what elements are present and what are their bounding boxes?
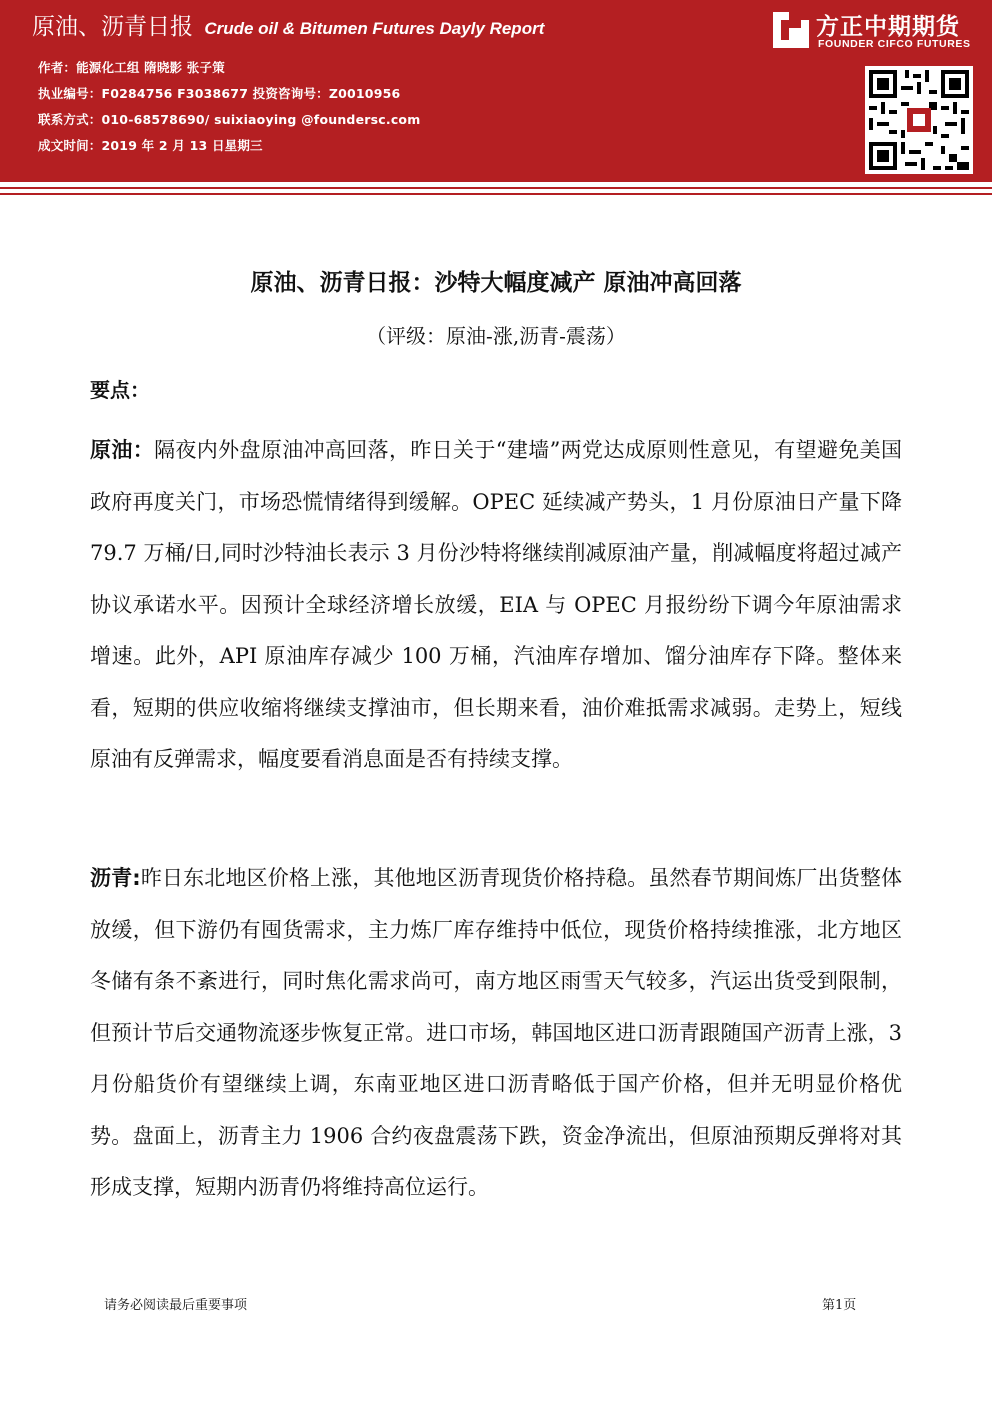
crude-oil-paragraph	[90, 425, 902, 786]
crude-oil-body: 隔夜内外盘原油冲高回落，昨日关于“建墙”两党达成原则性意见，有望避免美国政府再度关门，市场恐慌情绪得到缓解。OPEC 延续减产势头，1 月份原油日产量下降 79.7 万桶/日,同时沙特油长表示 3 月份沙特将继续削减原油产量，削减幅度将超过减产协议承诺水平。因预计全球经济增长放缓，EIA 与 OPEC 月报纷纷下调今年原油需求增速。此外，API 原油库存减少 100 万桶，汽油库存增加、馏分油库存下降。整体来看，短期的供应收缩将继续支撑油市，但长期来看，油价难抵需求减弱。走势上，短线原油有反弹需求，幅度要看消息面是否有持续支撑。	[90, 438, 903, 771]
bitumen-paragraph	[90, 853, 902, 1214]
document-title: 原油、沥青日报：沙特大幅度减产 原油冲高回落	[250, 270, 742, 296]
brand-name-en: FOUNDER CIFCO FUTURES	[818, 38, 971, 50]
report-title-cn: 原油、沥青日报	[32, 14, 193, 40]
report-title	[32, 8, 544, 41]
keypoints-heading: 要点：	[90, 378, 150, 402]
license-line: 执业编号：F0284756 F3038677 投资咨询号：Z0010956	[38, 86, 401, 101]
rating-line: （评级：原油-涨,沥青-震荡）	[366, 324, 626, 348]
report-title-en: Crude oil & Bitumen Futures Dayly Report	[204, 19, 545, 38]
footer-notice: 请务必阅读最后重要事项	[104, 1298, 248, 1313]
brand-name-cn: 方正中期期货	[816, 14, 960, 40]
brand-logo-block	[771, 8, 986, 54]
report-header-banner	[0, 0, 992, 182]
author-line: 作者：能源化工组 隋晓影 张子策	[38, 60, 225, 75]
date-line: 成文时间：2019 年 2 月 13 日星期三	[38, 138, 263, 153]
crude-oil-lead: 原油：	[90, 438, 155, 462]
founder-logo-icon	[771, 10, 811, 50]
bitumen-lead: 沥青:	[90, 866, 141, 890]
header-divider	[0, 187, 992, 195]
qr-code-icon	[865, 66, 973, 174]
contact-line: 联系方式：010-68578690/ suixiaoying @foundersc.com	[38, 112, 421, 127]
page-number: 第1页	[822, 1298, 857, 1313]
bitumen-body: 昨日东北地区价格上涨，其他地区沥青现货价格持稳。虽然春节期间炼厂出货整体放缓，但下游仍有囤货需求，主力炼厂库存维持中低位，现货价格持续推涨，北方地区冬储有条不紊进行，同时焦化需求尚可，南方地区雨雪天气较多，汽运出货受到限制，但预计节后交通物流逐步恢复正常。进口市场，韩国地区进口沥青跟随国产沥青上涨，3 月份船货价有望继续上调，东南亚地区进口沥青略低于国产价格，但并无明显价格优势。盘面上，沥青主力 1906 合约夜盘震荡下跌，资金净流出，但原油预期反弹将对其形成支撑，短期内沥青仍将维持高位运行。	[90, 866, 902, 1199]
